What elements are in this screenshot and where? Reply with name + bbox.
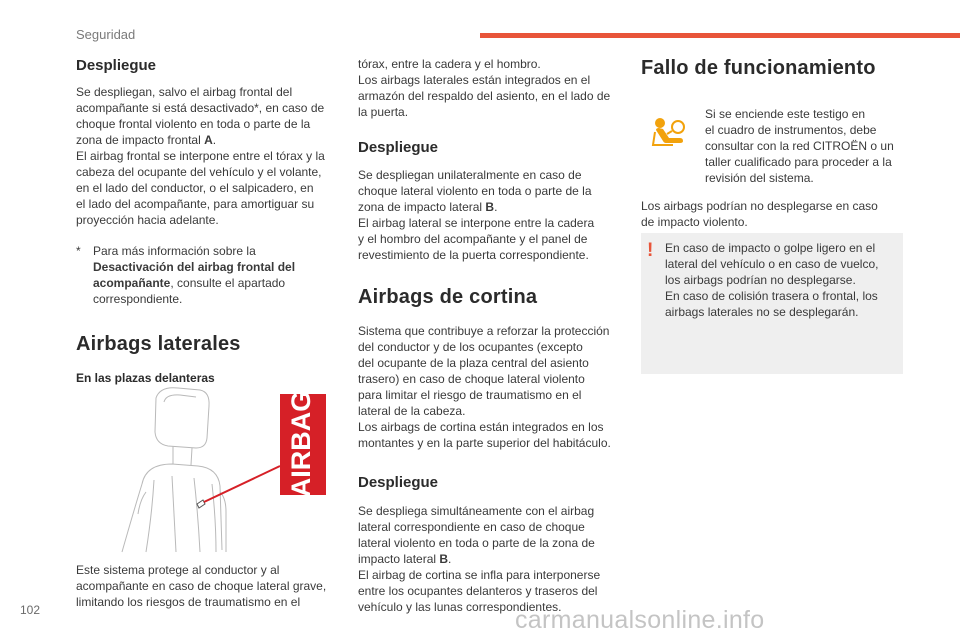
- heading-fallo: Fallo de funcionamiento: [641, 57, 876, 79]
- header-accent-rule: [480, 33, 960, 38]
- warning-lamp-note: [641, 106, 905, 186]
- alert-text: En caso de impacto o golpe ligero en el lateral del vehículo o en caso de vuelco, los airbags podrían no desplegarse. En caso de colisión trasera o frontal, los airbags laterales no se desplegarán.: [665, 241, 879, 319]
- watermark: carmanualsonline.info: [515, 606, 765, 634]
- footnote-mark: *: [76, 244, 81, 258]
- footnote: [76, 243, 341, 307]
- heading-airbags-laterales: Airbags laterales: [76, 333, 241, 355]
- section-label: Seguridad: [76, 27, 136, 42]
- paragraph-curtain-system: Sistema que contribuye a reforzar la protección del conductor y de los ocupantes (excepto del ocupante de la plaza central del asiento trasero) en caso de choque lateral violento para limitar el riesgo de traumatismo en el lateral de la cabeza. Los airbags de cortina están integrados en los montantes y en la parte superior del habitáculo.: [358, 324, 611, 450]
- alert-box: [641, 233, 903, 374]
- heading-despliegue-lateral: Despliegue: [358, 139, 439, 156]
- footnote-text: Para más información sobre la Desactivación del airbag frontal del acompañante, consulte el apartado correspondiente.: [93, 244, 296, 306]
- paragraph-lateral-deploy: Se despliegan unilateralmente en caso de choque lateral violento en toda o parte de la zona de impacto lateral B. El airbag lateral se interpone entre la cadera y el hombro del acompañante y el panel de revestimiento de la puerta correspondiente.: [358, 168, 595, 262]
- airbag-label-text: AIRBAG: [286, 390, 317, 498]
- heading-airbags-cortina: Airbags de cortina: [358, 286, 538, 308]
- column-2: [358, 56, 626, 615]
- column-1: [76, 56, 341, 386]
- seat-airbag-warning-icon: [647, 112, 691, 152]
- warning-lamp-text: Si se enciende este testigo en el cuadro de instrumentos, debe consultar con la red CITROËN o un taller cualificado para proceder a la revisión del sistema.: [705, 107, 894, 185]
- column-3: [641, 56, 905, 230]
- seat-airbag-illustration: [76, 380, 338, 558]
- paragraph-curtain-deploy: Se despliega simultáneamente con el airbag lateral correspondiente en caso de choque lateral violento en toda o parte de la zona de impacto lateral B. El airbag de cortina se infla para interponerse entre los ocupantes delanteros y traseros del vehículo y las lunas correspondientes.: [358, 504, 601, 614]
- paragraph-no-deploy: Los airbags podrían no desplegarse en caso de impacto violento.: [641, 199, 878, 229]
- subheading-plazas-delanteras: En las plazas delanteras: [76, 371, 215, 385]
- paragraph-frontal-deploy: Se despliegan, salvo el airbag frontal del acompañante si está desactivado*, en caso de choque frontal violento en toda o parte de la zona de impacto frontal A. El airbag frontal se interpone entre el tórax y la cabeza del ocupante del vehículo y el volante, en el lado del conductor, o el salpicadero, en el lado del acompañante, para amortiguar su proyección hacia adelante.: [76, 85, 325, 227]
- heading-despliegue-frontal: Despliegue: [76, 57, 157, 74]
- paragraph-lateral-integration: tórax, entre la cadera y el hombro. Los airbags laterales están integrados en el armazón del respaldo del asiento, en el lado de la puerta.: [358, 57, 611, 119]
- heading-despliegue-cortina: Despliegue: [358, 474, 439, 491]
- page-number: 102: [20, 603, 41, 617]
- seat-illustration-icon: [76, 380, 338, 558]
- exclamation-icon: !: [647, 240, 654, 261]
- paragraph-lateral-protect: Este sistema protege al conductor y al acompañante en caso de choque lateral grave, limitando los riesgos de traumatismo en el: [76, 563, 327, 609]
